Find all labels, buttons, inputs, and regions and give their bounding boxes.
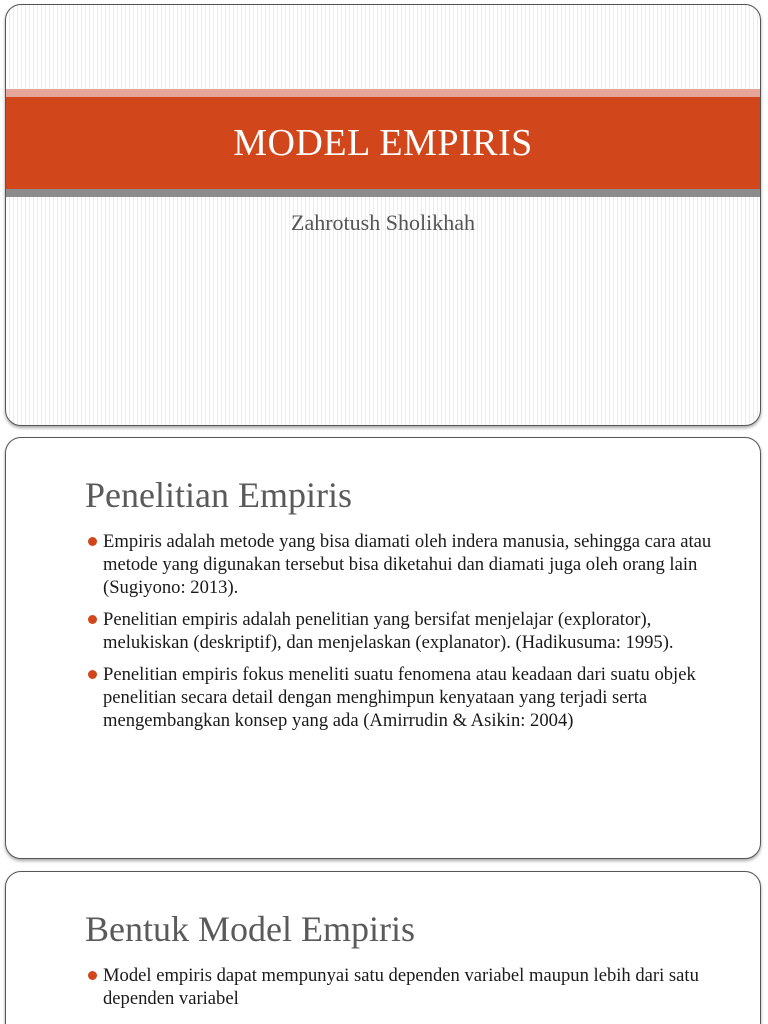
title-band-bottom-stripe [6, 189, 760, 197]
bullet-text: Penelitian empiris fokus meneliti suatu fenomena atau keadaan dari suatu objek penelitian secara detail dengan menghimpun kenyataan yang terjadi serta mengembangkan konsep yang ada (Amirrudin & Asikin: 2004) [103, 664, 696, 731]
title-band [6, 97, 760, 189]
bullet-list [88, 530, 730, 741]
content-slide-penelitian-empiris [5, 437, 761, 859]
bullet-item [88, 964, 730, 1010]
bullet-dot-icon [88, 537, 97, 546]
slide-heading: Bentuk Model Empiris [85, 909, 415, 949]
bullet-dot-icon [88, 615, 97, 624]
bullet-item [88, 608, 730, 654]
bullet-dot-icon [88, 670, 97, 679]
slide-subtitle-author: Zahrotush Sholikhah [291, 210, 475, 235]
bullet-item [88, 530, 730, 599]
bullet-list [88, 964, 730, 1019]
bullet-text: Empiris adalah metode yang bisa diamati oleh indera manusia, sehingga cara atau metode yang digunakan tersebut bisa diketahui dan diamati juga oleh orang lain (Sugiyono: 2013). [103, 531, 712, 598]
bullet-item [88, 663, 730, 732]
slide-title: MODEL EMPIRIS [233, 122, 533, 164]
slide-heading: Penelitian Empiris [85, 475, 352, 515]
title-slide [5, 4, 761, 426]
bullet-dot-icon [88, 971, 97, 980]
title-band-top-stripe [6, 89, 760, 97]
bullet-text: Penelitian empiris adalah penelitian yang bersifat menjelajar (explorator), melukiskan (deskriptif), dan menjelaskan (explanator). (Hadikusuma: 1995). [103, 609, 674, 653]
bullet-text: Model empiris dapat mempunyai satu dependen variabel maupun lebih dari satu dependen variabel [103, 965, 699, 1009]
content-slide-bentuk-model-empiris [5, 871, 761, 1024]
